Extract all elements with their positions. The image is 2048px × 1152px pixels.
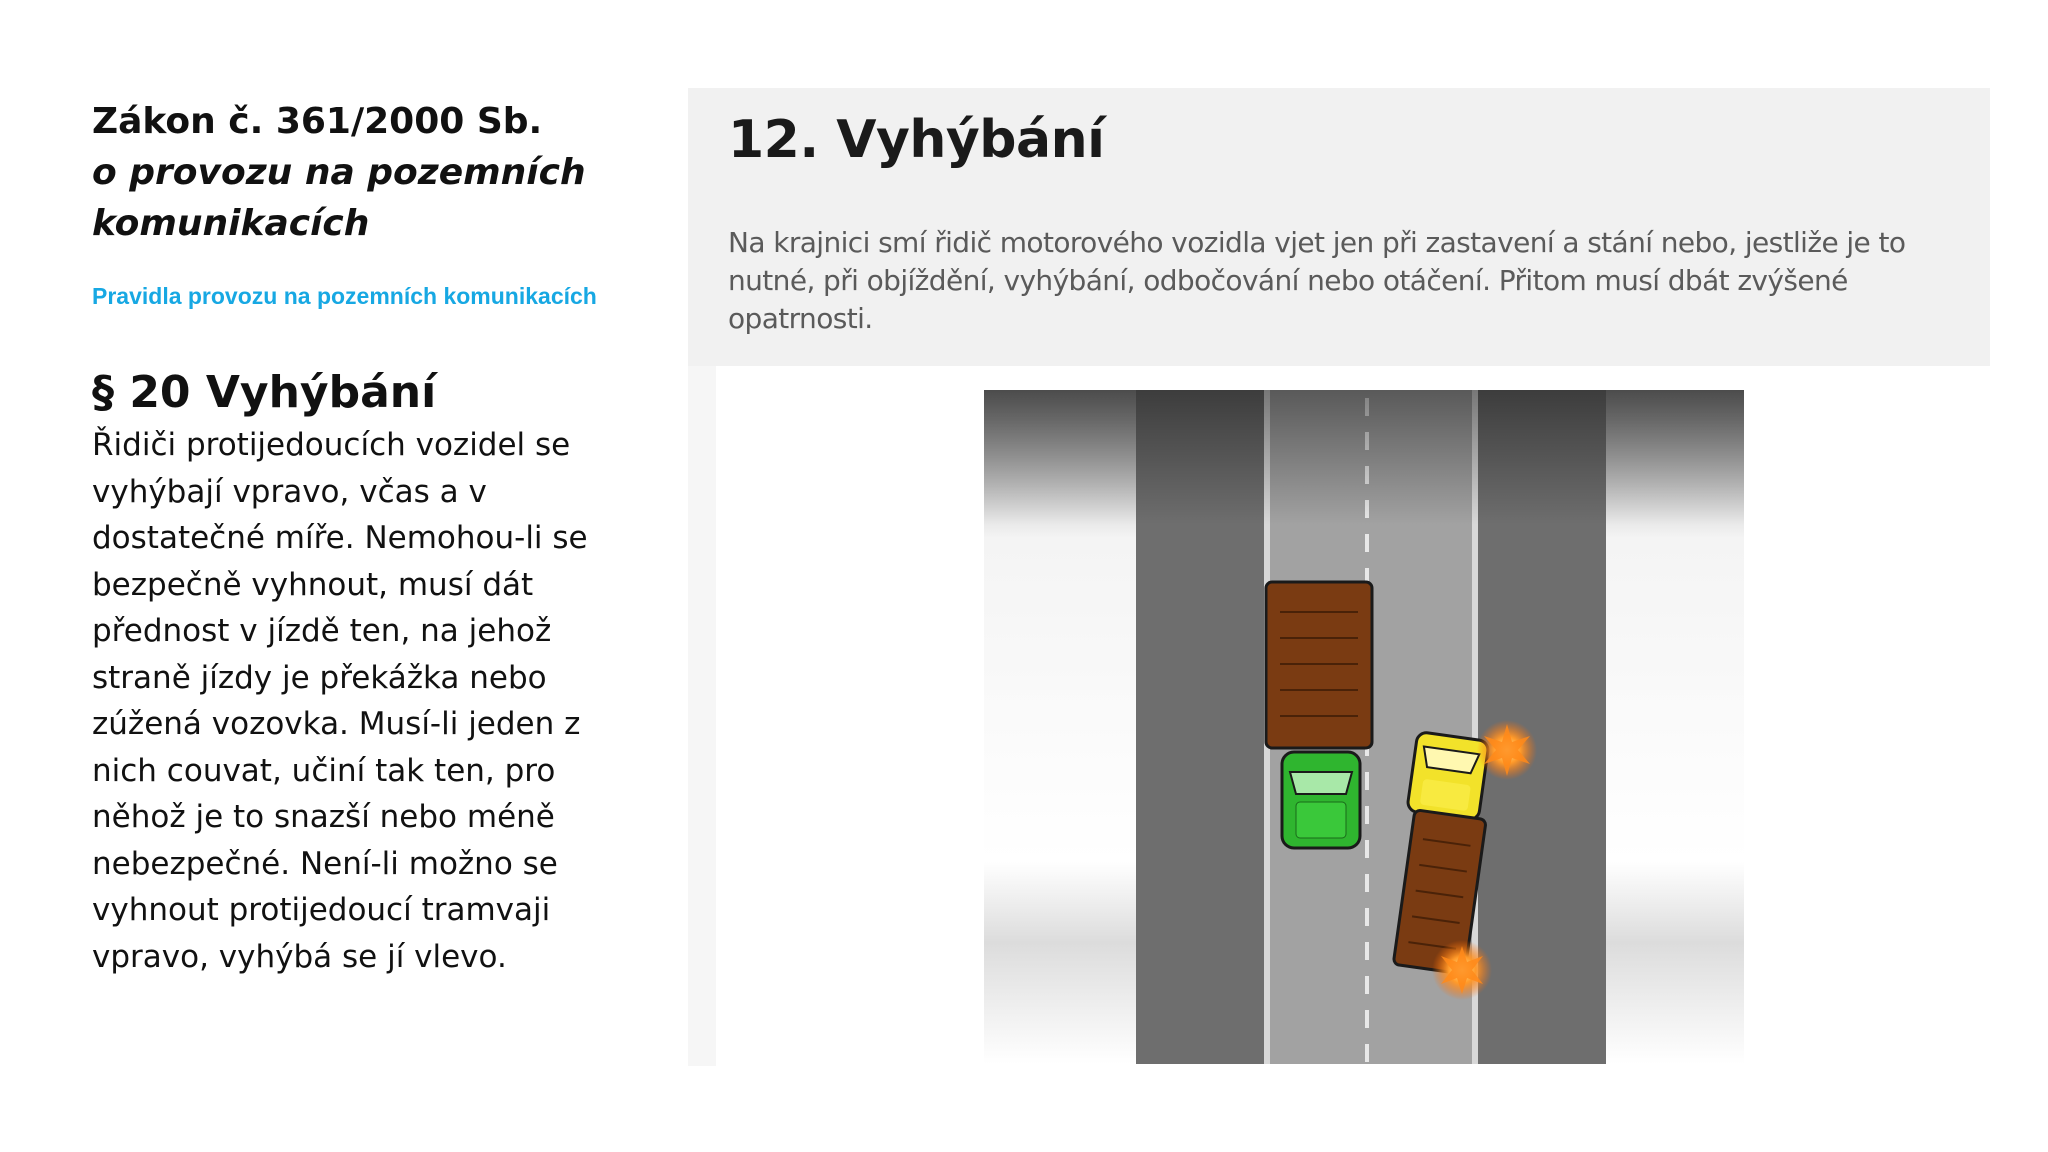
truck-left bbox=[1266, 582, 1372, 748]
yellow-car bbox=[1407, 732, 1489, 821]
law-subtitle-line2: komunikacích bbox=[92, 203, 370, 244]
green-car bbox=[1282, 752, 1360, 848]
panel-text: Na krajnici smí řidič motorového vozidla vjet jen při zastavení a stání nebo, jestliže je to nutné, při objíždění, vyhýbání, odbočování nebo otáčení. Přitom musí dbát zvýšené opatrnosti. bbox=[728, 226, 1906, 335]
section-body: Řidiči protijedoucích vozidel se vyhýbají vpravo, včas a v dostatečné míře. Nemohou-li se bezpečně vyhnout, musí dát přednost v jízdě ten, na jehož straně jízdy je překážka nebo zúžená vozovka. Musí-li jeden z nich couvat, učiní tak ten, pro něhož je to snazší nebo méně nebezpečné. Není-li možno se vyhnout protijedoucí tramvaji vpravo, vyhýbá se jí vlevo. bbox=[92, 427, 588, 975]
left-column bbox=[92, 96, 652, 980]
panel-left-strip bbox=[688, 366, 716, 1066]
law-subtitle-line1: o provozu na pozemních bbox=[92, 152, 586, 193]
law-title: Zákon č. 361/2000 Sb. bbox=[92, 101, 543, 142]
quiz-panel bbox=[688, 88, 1990, 366]
panel-title: 12. Vyhýbání bbox=[728, 110, 1105, 170]
traffic-illustration bbox=[984, 390, 1744, 1064]
section-title: § 20 Vyhýbání bbox=[92, 367, 437, 418]
rules-link[interactable]: Pravidla provozu na pozemních komunikacích bbox=[92, 283, 597, 309]
